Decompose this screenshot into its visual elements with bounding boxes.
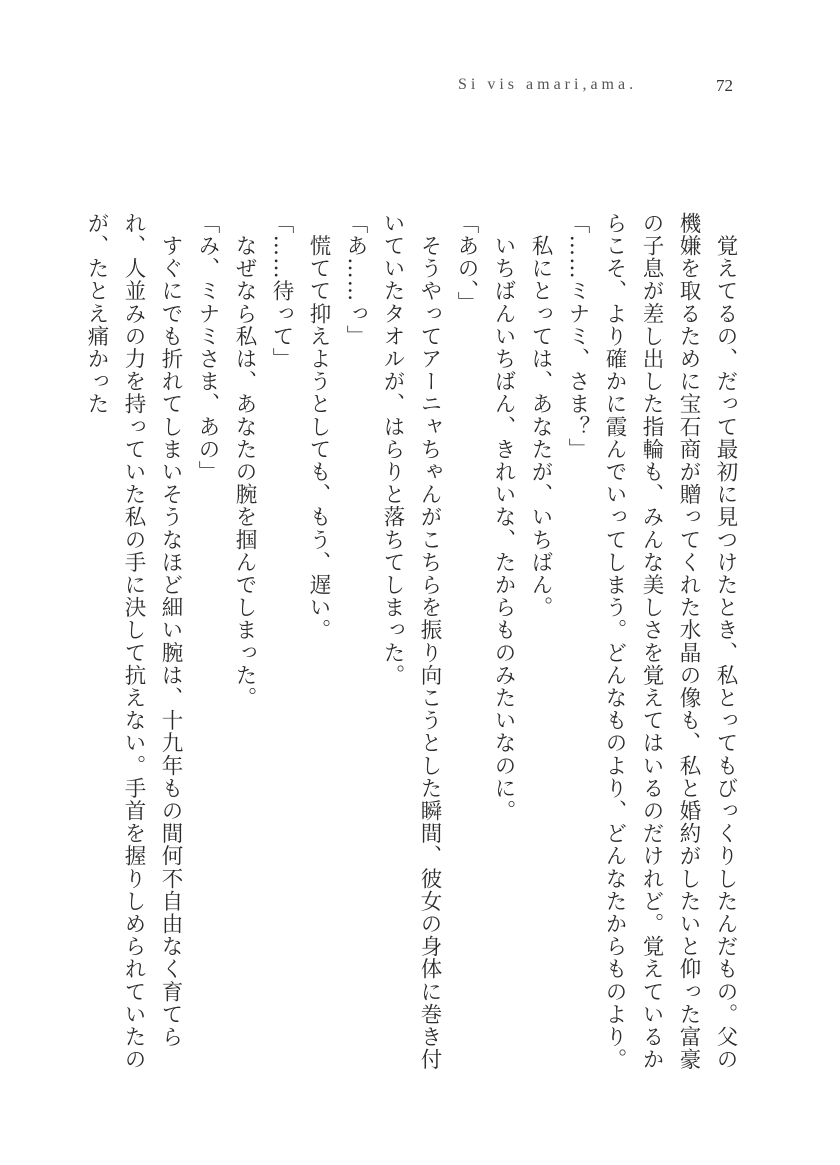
- dialogue-line: 「……ミナミ、さま？」: [565, 212, 590, 461]
- paragraph: 覚えてるの、だって最初に見つけたとき、私とってもびっくりしたんだもの。父の機嫌を取るために宝石商が贈ってくれた水晶の像も、私と婚約がしたいと仰った富豪の子息が差し出した指輪も、みんな美しさを覚えてはいるのだけれど。覚えているからこそ、より確かに霞んでいってしまう。どんなものより、どんなたからものより。: [602, 212, 738, 1071]
- paragraph: すぐにでも折れてしまいそうなほど細い腕は、十九年もの間何不自由なく育てられ、人並みの力を持っていた私の手に決して抗えない。手首を握りしめられていたのが、たとえ痛かった: [84, 212, 183, 1071]
- paragraph: 私にとっては、あなたが、いちばん。: [528, 212, 553, 619]
- dialogue-line: 「……待って」: [269, 212, 294, 371]
- running-title: Si vis amari,ama.: [458, 76, 638, 93]
- paragraph: なぜなら私は、あなたの腕を掴んでしまった。: [232, 212, 257, 710]
- paragraph: 慌てて抑えようとしても、もう、遅い。: [306, 212, 331, 642]
- paragraph: いちばんいちばん、きれいな、たからものみたいなのに。: [491, 212, 516, 823]
- paragraph: そうやってアーニャちゃんがこちらを振り向こうとした瞬間、彼女の身体に巻き付いていたタオルが、はらりと落ちてしまった。: [380, 212, 442, 1071]
- dialogue-line: 「み、ミナミさま、あの」: [195, 212, 220, 484]
- page-number: 72: [716, 76, 733, 95]
- dialogue-line: 「あの、」: [454, 212, 479, 315]
- dialogue-line: 「あ……っ」: [343, 212, 368, 348]
- vertical-body-text: [78, 212, 744, 1080]
